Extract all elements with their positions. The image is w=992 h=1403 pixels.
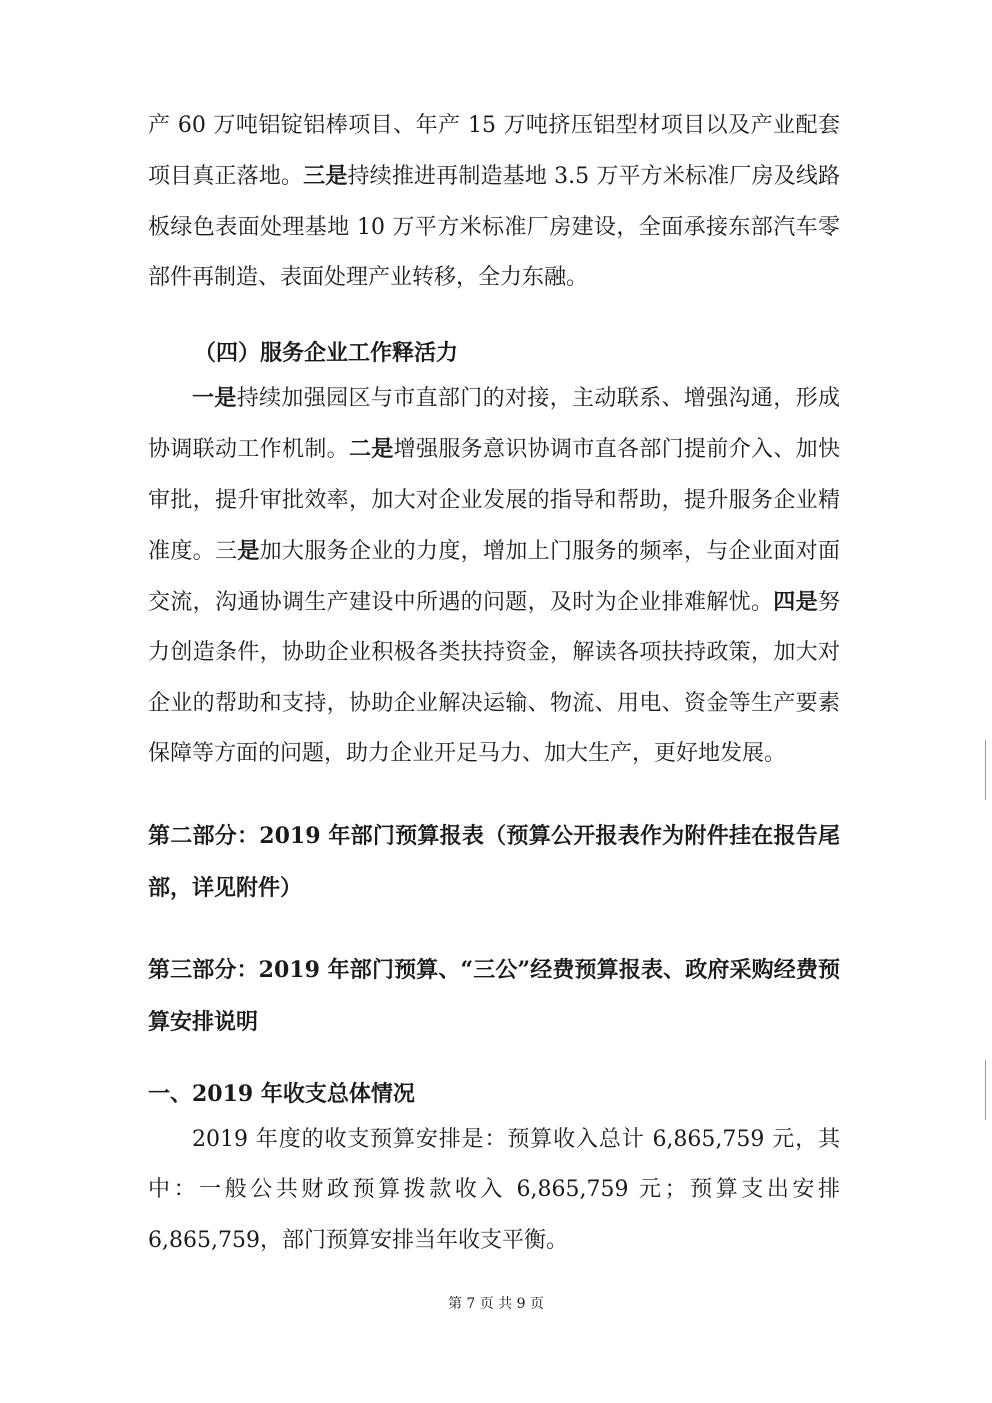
emphasis-third: 是: [237, 537, 260, 564]
emphasis-fourth: 四是: [773, 589, 818, 616]
section-four-heading: （四）服务企业工作释活力: [194, 340, 459, 366]
paragraph-service-enterprises: [148, 373, 840, 779]
subsection-one-heading: 一、2019 年收支总体情况: [148, 1081, 415, 1107]
scan-edge-mark: [985, 740, 986, 800]
paragraph-industry-projects: [148, 101, 840, 303]
page-number-footer: 第 7 页 共 9 页: [447, 1296, 545, 1312]
emphasis-third: 三是: [303, 163, 348, 190]
paragraph-budget-overview: 2019 年度的收支预算安排是：预算收入总计 6,865,759 元，其中：一般公共财政预算拨款收入 6,865,759 元；预算支出安排 6,865,759，部门预算安排当年收支平衡。: [148, 1127, 840, 1253]
emphasis-first: 一是: [192, 385, 237, 411]
paragraph-text: 持续推进再制造基地 3.5 万平方米标准厂房及线路板绿色表面处理基地 10 万平方米标准厂房建设，全面承接东部汽车零部件再制造、表面处理产业转移，全力东融。: [148, 164, 840, 290]
part-two-heading: 第二部分：2019 年部门预算报表（预算公开报表作为附件挂在报告尾部，详见附件）: [148, 823, 840, 901]
paragraph-text: 产 60 万吨铝锭铝棒项目、年产 15 万吨挤压铝型材项目以及产业配套项目真正落地。: [148, 113, 840, 190]
scan-edge-mark: [985, 1060, 986, 1120]
part-three-heading: 第三部分：2019 年部门预算、“三公”经费预算报表、政府采购经费预算安排说明: [148, 957, 840, 1035]
paragraph-text: 加大服务企业的力度，增加上门服务的频率，与企业面对面交流，沟通协调生产建设中所遇的问题，及时为企业排难解忧。: [148, 538, 840, 616]
paragraph-text: 持续加强园区与市直部门的对接，主动联系、增强沟通，形成协调联动工作机制。: [148, 386, 840, 463]
emphasis-second: 二是: [349, 436, 394, 463]
paragraph-text: 努力创造条件，协助企业积极各类扶持资金，解读各项扶持政策，加大对企业的帮助和支持，协助企业解决运输、物流、用电、资金等生产要素保障等方面的问题，助力企业开足马力、加大生产，更好地发展。: [148, 590, 840, 767]
paragraph-text: 增强服务意识协调市直各部门提前介入、加快审批，提升审批效率，加大对企业发展的指导和帮助，提升服务企业精准度。三: [148, 437, 840, 564]
